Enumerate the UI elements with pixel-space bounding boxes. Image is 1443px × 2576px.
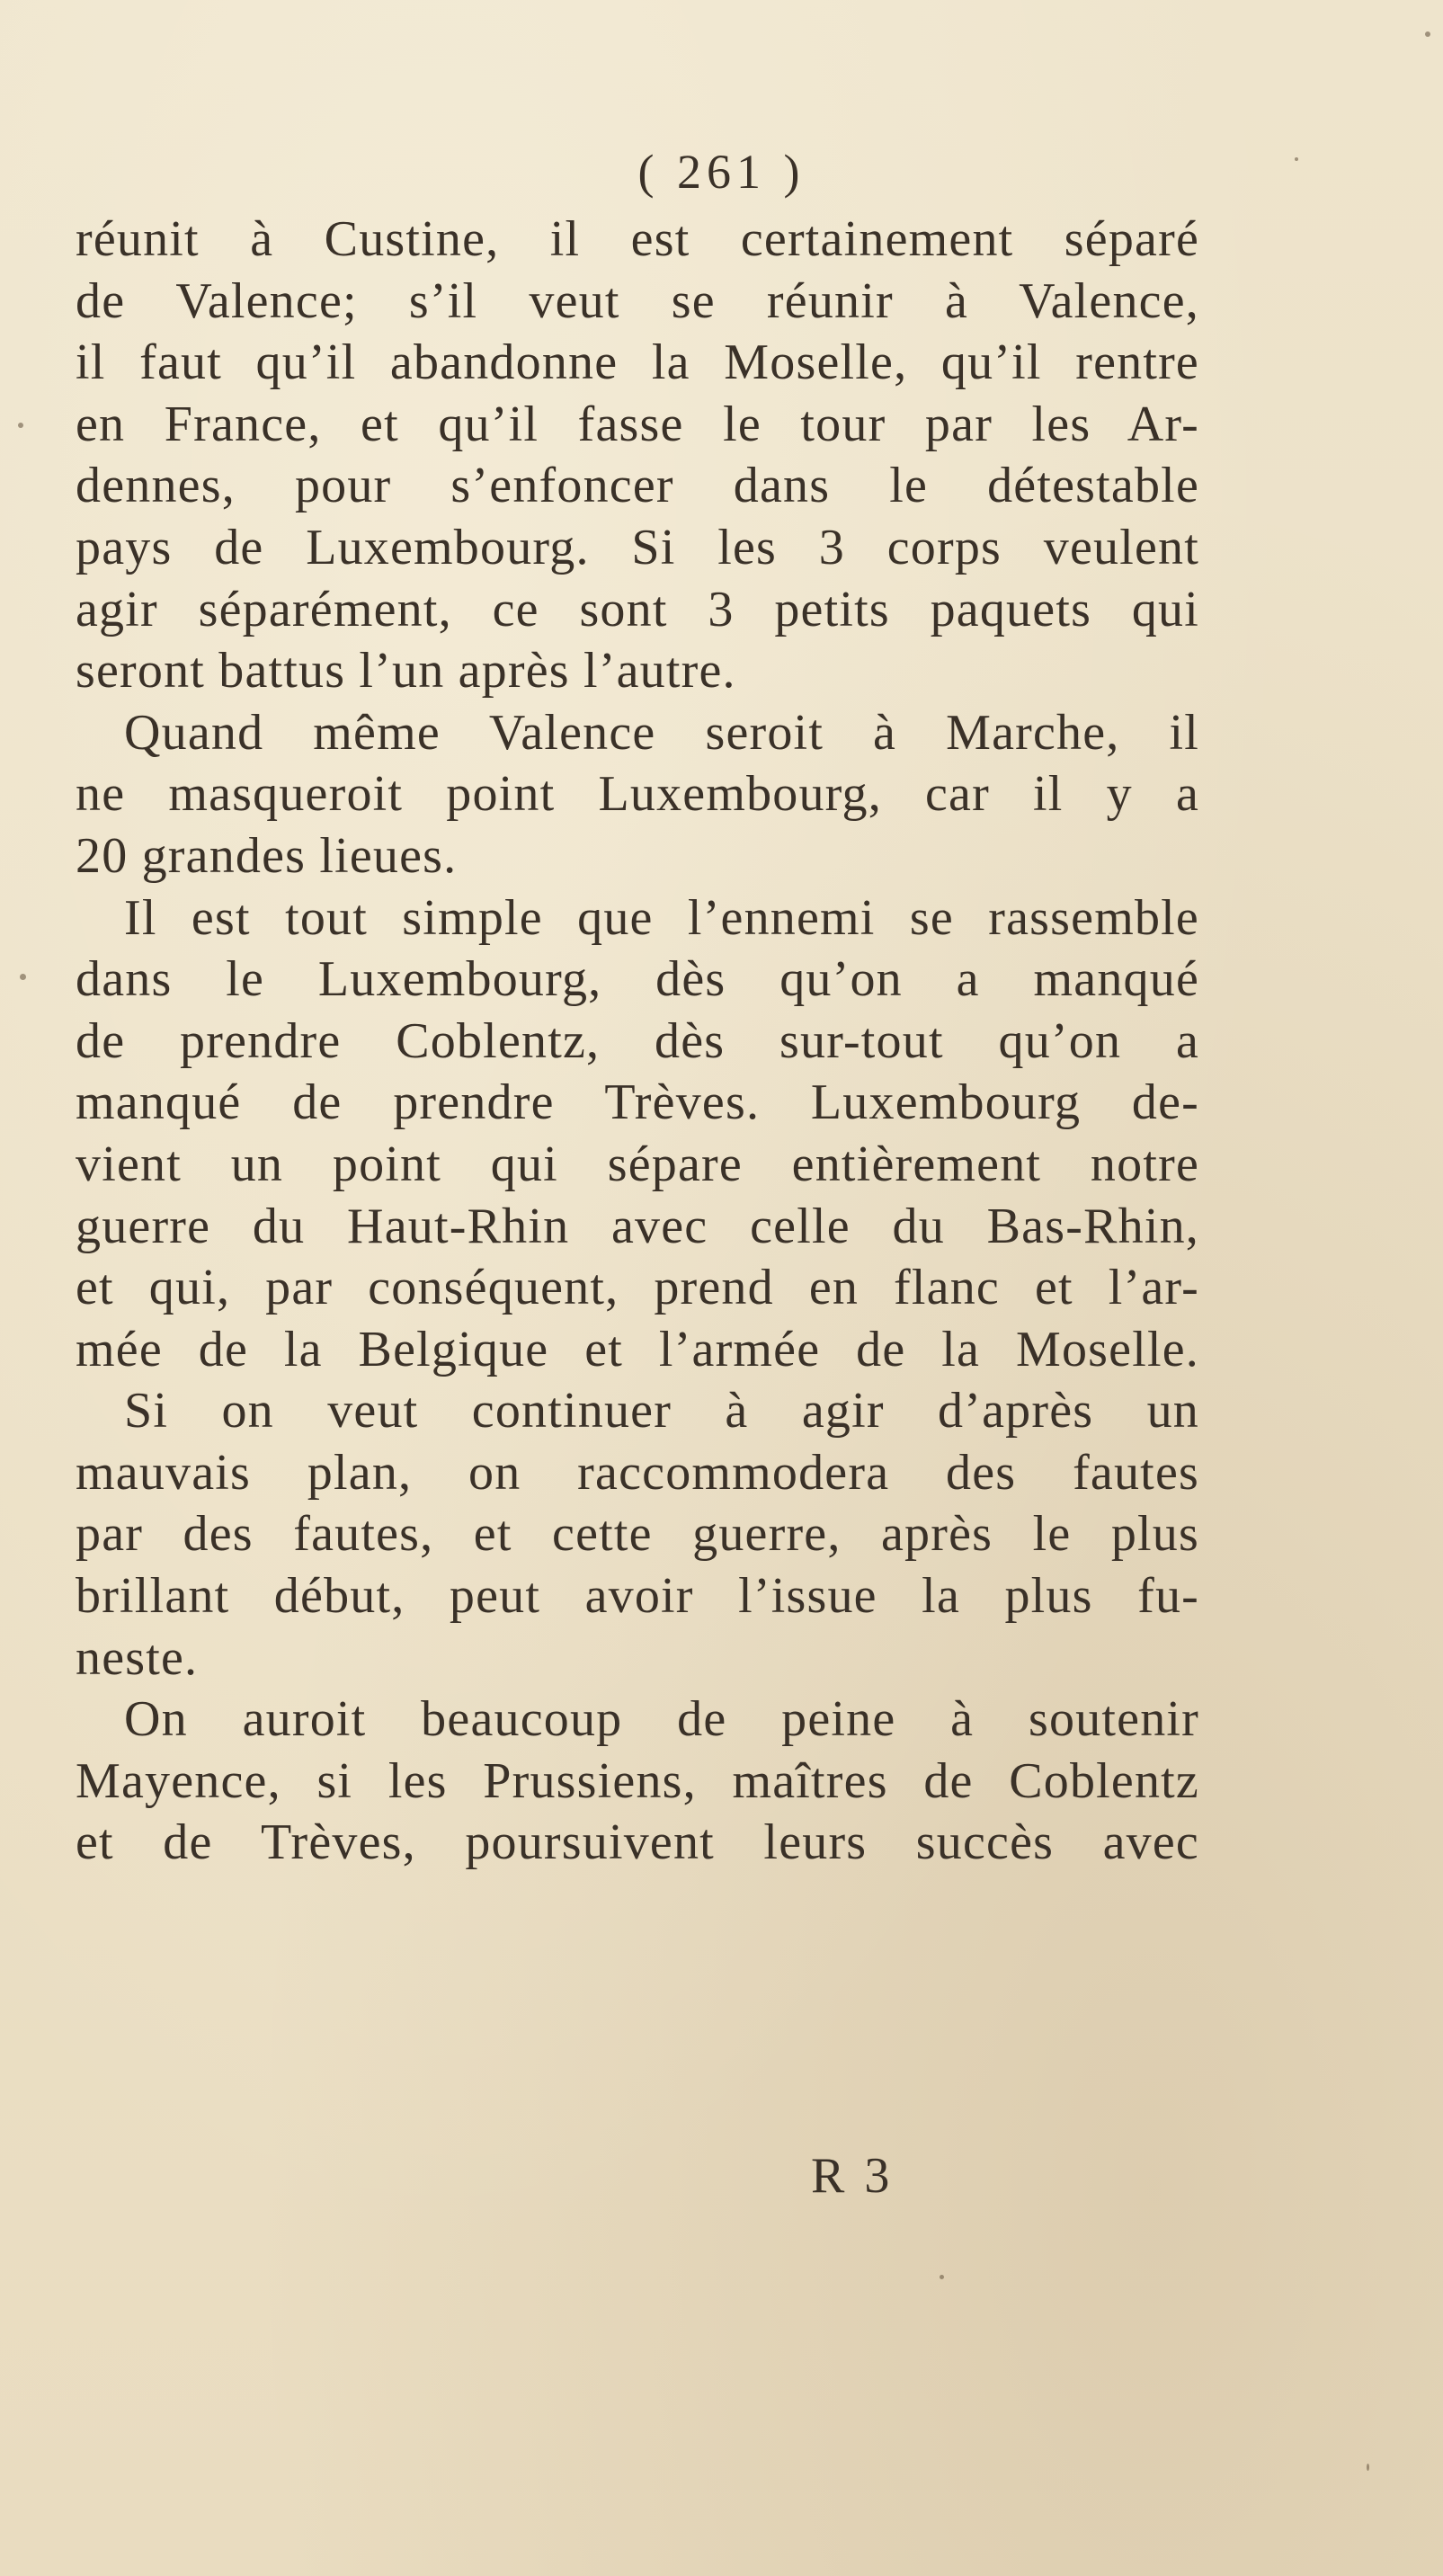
text-line: pays de Luxembourg. Si les 3 corps veulent <box>76 519 1199 575</box>
text-line: réunit à Custine, il est certainement séparé <box>76 211 1199 267</box>
page-number-header: ( 261 ) <box>637 145 806 199</box>
text-line: dennes, pour s’enfoncer dans le détestable <box>76 458 1199 514</box>
text-line: de prendre Coblentz, dès sur-tout qu’on a <box>76 1012 1199 1069</box>
text-line: il faut qu’il abandonne la Moselle, qu’il rentre <box>76 334 1199 391</box>
body-text <box>76 209 1199 1874</box>
text-line: brillant début, peut avoir l’issue la plus fu- <box>76 1568 1199 1625</box>
text-line: On auroit beaucoup de peine à soutenir <box>124 1691 1199 1748</box>
text-line: et de Trèves, poursuivent leurs succès avec <box>76 1814 1199 1871</box>
paper-speck <box>20 974 26 980</box>
text-line: neste. <box>76 1629 199 1686</box>
text-line: mée de la Belgique et l’armée de la Moselle. <box>76 1321 1199 1377</box>
paper-speck <box>1425 31 1430 37</box>
text-line: mauvais plan, on raccommodera des fautes <box>76 1444 1199 1501</box>
paper-speck <box>940 2275 944 2279</box>
text-line: vient un point qui sépare entièrement notre <box>76 1136 1199 1192</box>
text-line: ne masqueroit point Luxembourg, car il y a <box>76 766 1199 823</box>
text-line: agir séparément, ce sont 3 petits paquets qui <box>76 581 1199 637</box>
text-line: par des fautes, et cette guerre, après le plus <box>76 1506 1199 1563</box>
paper-speck <box>1295 157 1298 161</box>
text-line: de Valence; s’il veut se réunir à Valence, <box>76 272 1199 329</box>
text-line: seront battus l’un après l’autre. <box>76 643 736 700</box>
text-line: 20 grandes lieues. <box>76 827 458 884</box>
text-line: et qui, par conséquent, prend en flanc et l’ar- <box>76 1260 1199 1316</box>
paper-speck <box>18 423 23 428</box>
text-line: dans le Luxembourg, dès qu’on a manqué <box>76 951 1199 1008</box>
text-line: Il est tout simple que l’ennemi se rassemble <box>124 889 1199 946</box>
text-line: en France, et qu’il fasse le tour par les Ar- <box>76 396 1199 452</box>
paper-speck <box>1367 2464 1369 2471</box>
catchword-signature: R 3 <box>811 2148 894 2204</box>
text-line: Quand même Valence seroit à Marche, il <box>124 704 1199 761</box>
text-line: Mayence, si les Prussiens, maîtres de Coblentz <box>76 1752 1199 1809</box>
text-line: manqué de prendre Trèves. Luxembourg de- <box>76 1074 1199 1131</box>
text-line: guerre du Haut-Rhin avec celle du Bas-Rhin, <box>76 1198 1199 1254</box>
text-line: Si on veut continuer à agir d’après un <box>124 1383 1199 1440</box>
